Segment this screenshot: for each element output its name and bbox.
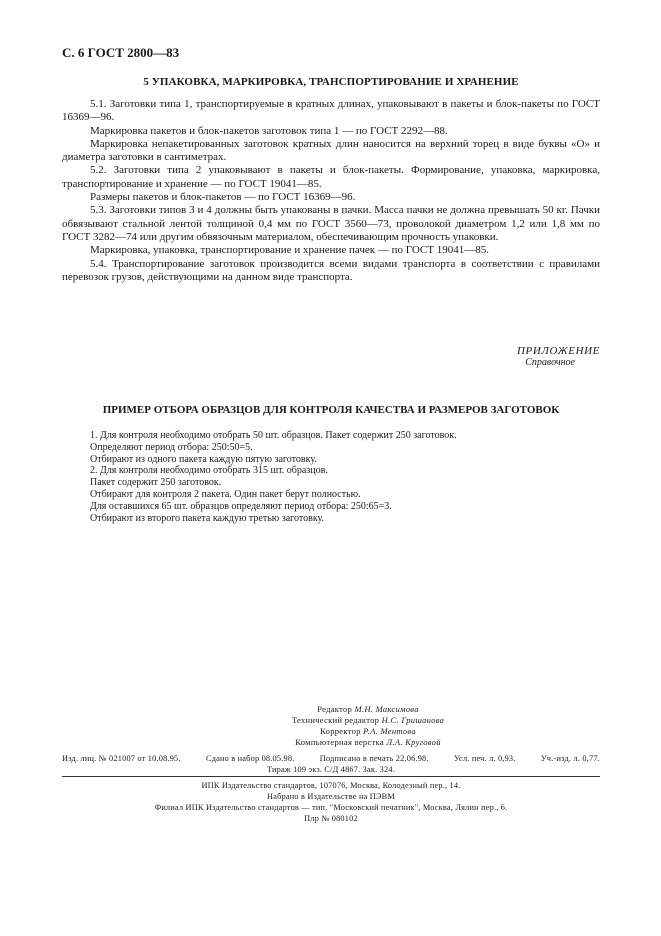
publisher-line: Филиал ИПК Издательство стандартов — тип. "Московский печатник", Москва, Лялин пер., 6. [154, 803, 508, 812]
credit-role: Технический редактор [291, 715, 380, 725]
imprint [62, 754, 600, 775]
credits [238, 704, 498, 748]
appendix-line: 1. Для контроля необходимо отобрать 50 шт. образцов. Пакет содержит 250 заготовок. [90, 430, 457, 441]
paragraph: Маркировка, упаковка, транспортирование и хранение пачек — по ГОСТ 19041—85. [90, 244, 489, 257]
appendix-label-block [517, 345, 600, 368]
appendix-line: Определяют период отбора: 250:50=5. [90, 441, 253, 453]
imprint-item: Усл. печ. л. 0,93. [453, 754, 516, 763]
imprint-item: Уч.-изд. л. 0,77. [540, 754, 600, 763]
page-header: С. 6 ГОСТ 2800—83 [62, 45, 180, 60]
imprint-item: Сдано в набор 08.05.98. [205, 754, 295, 763]
imprint-item: Изд. лиц. № 021007 от 10.08.95. [62, 754, 181, 763]
publisher-line: Набрано в Издательстве на ПЭВМ [267, 792, 395, 801]
divider [62, 776, 600, 777]
appendix-body [90, 430, 457, 524]
imprint-item: Подписано в печать 22.06.98. [319, 754, 429, 763]
credit-name: М.Н. Максимова [354, 704, 419, 714]
imprint-run: Тираж 109 экз. С/Д 4867. Зак. 324. [266, 764, 396, 774]
credit-name: Р.А. Ментова [363, 726, 416, 736]
credit-line [238, 737, 498, 748]
paragraph: 5.1. Заготовки типа 1, транспортируемые в кратных длинах, упаковывают в пакеты и блок-пакеты по ГОСТ 16369—96. [62, 98, 600, 124]
credit-line [238, 726, 498, 737]
credit-line [238, 715, 498, 726]
imprint-details [62, 754, 600, 765]
paragraph: 5.3. Заготовки типов 3 и 4 должны быть упакованы в пачки. Масса пачки не должна превышать 50 кг. Пачки обвязывают стальной лентой толщиной 0,4 мм по ГОСТ 3560—73, проволокой диаметром 1,2 или 1,8 мм по ГОСТ 3282—74 или другим обвязочным материалом, обеспечивающим прочность упаковки. [62, 204, 600, 243]
appendix-title: ПРИМЕР ОТБОРА ОБРАЗЦОВ ДЛЯ КОНТРОЛЯ КАЧЕСТВА И РАЗМЕРОВ ЗАГОТОВОК [102, 404, 560, 416]
appendix-line: 2. Для контроля необходимо отобрать 315 шт. образцов. [90, 465, 328, 477]
appendix-line: Отбирают из второго пакета каждую третью заготовку. [90, 512, 325, 524]
appendix-line: Для оставшихся 65 шт. образцов определяют период отбора: 250:65=3. [90, 500, 392, 512]
section-title: 5 УПАКОВКА, МАРКИРОВКА, ТРАНСПОРТИРОВАНИЕ И ХРАНЕНИЕ [143, 76, 519, 88]
paragraph: 5.4. Транспортирование заготовок производится всеми видами транспорта в соответствии с правилами перевозок грузов, действующими на данном виде транспорта. [62, 257, 600, 283]
paragraph: Маркировка непакетированных заготовок кратных длин наносится на верхний торец в виде буквы «О» и диаметра заготовки в сантиметрах. [62, 137, 600, 164]
appendix-line: Отбирают для контроля 2 пакета. Один пакет берут полностью. [90, 488, 361, 500]
appendix-label: ПРИЛОЖЕНИЕ [517, 345, 600, 357]
section-body [62, 98, 600, 284]
publisher-info [62, 780, 600, 824]
credit-line [238, 704, 498, 715]
appendix-line: Пакет содержит 250 заготовок. [90, 477, 222, 489]
credit-role: Компьютерная верстка [295, 737, 384, 747]
publisher-line: Плр № 080102 [304, 814, 358, 823]
appendix-kind: Справочное [525, 357, 575, 368]
paragraph: 5.2. Заготовки типа 2 упаковывают в пакеты и блок-пакеты. Формирование, упаковка, маркировка, транспортирование и хранение — по ГОСТ 19041—85. [62, 164, 600, 190]
credit-name: Л.А. Круговой [386, 737, 441, 747]
appendix-line: Отбирают из одного пакета каждую пятую заготовку. [90, 453, 317, 465]
publisher-line: ИПК Издательство стандартов, 107076, Москва, Колодезный пер., 14. [201, 781, 461, 790]
credit-role: Редактор [317, 704, 353, 714]
credit-name: Н.С. Гришанова [381, 715, 445, 725]
paragraph: Размеры пакетов и блок-пакетов — по ГОСТ 16369—96. [90, 191, 356, 204]
paragraph: Маркировка пакетов и блок-пакетов заготовок типа 1 — по ГОСТ 2292—88. [90, 124, 448, 137]
credit-role: Корректор [320, 726, 361, 736]
